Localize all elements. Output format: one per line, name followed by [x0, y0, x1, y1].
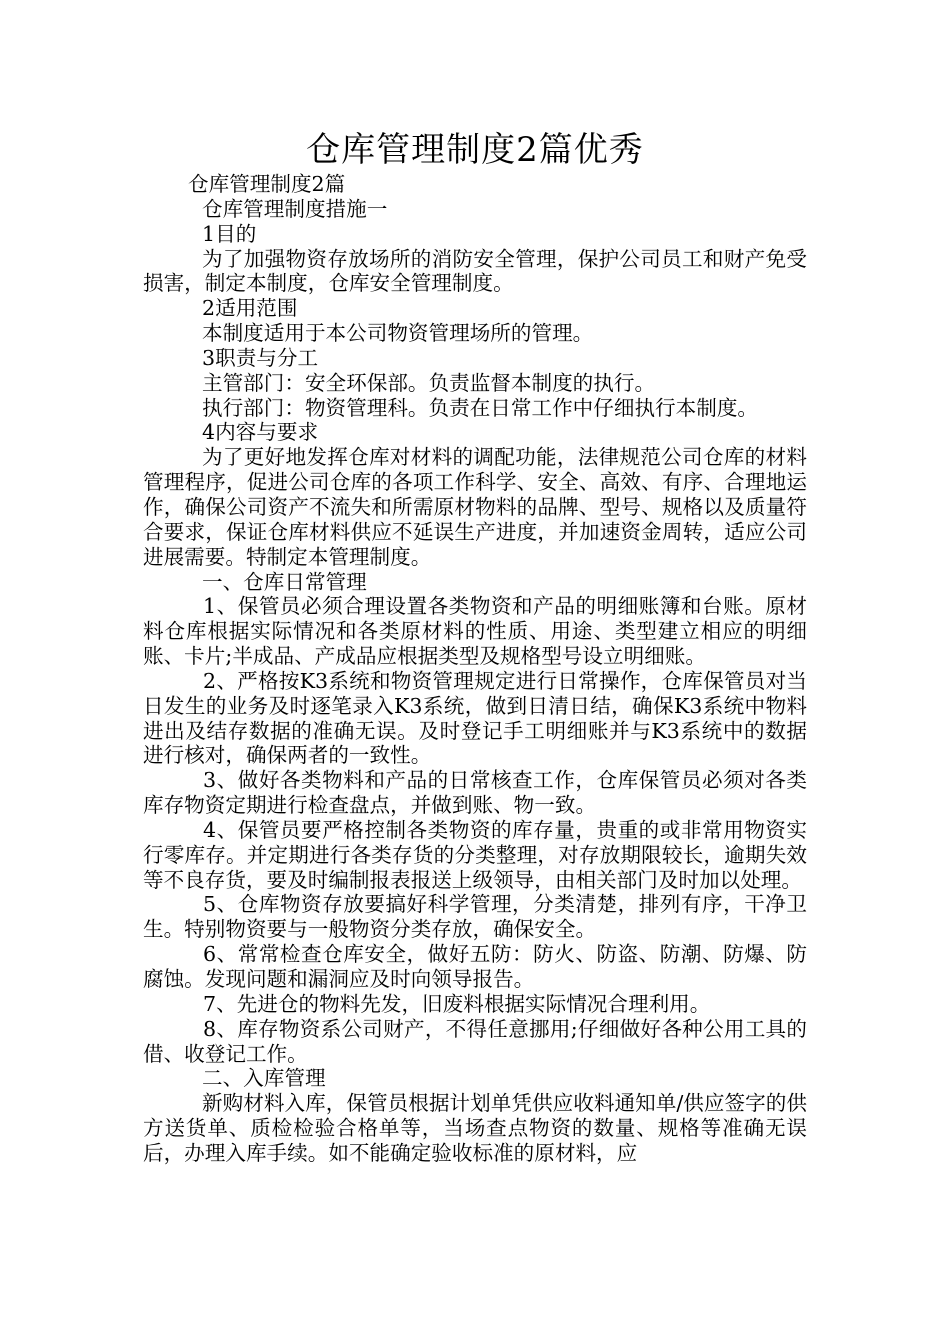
- paragraph: 2、严格按K3系统和物资管理规定进行日常操作，仓库保管员对当日发生的业务及时逐笔录入K3系统，做到日清日结，确保K3系统中物料进出及结存数据的准确无误。及时登记手工明细账并与K3系统中的数据进行核对，确保两者的一致性。: [143, 668, 807, 768]
- paragraph: 4、保管员要严格控制各类物资的库存量，贵重的或非常用物资实行零库存。并定期进行各类存货的分类整理，对存放期限较长，逾期失效等不良存货，要及时编制报表报送上级领导，由相关部门及时加以处理。: [143, 817, 807, 892]
- paragraph: 本制度适用于本公司物资管理场所的管理。: [202, 321, 594, 346]
- paragraph: 仓库管理制度措施一: [202, 196, 388, 221]
- paragraph: 一、仓库日常管理: [202, 569, 367, 594]
- document-subtitle: 仓库管理制度2篇: [188, 172, 346, 196]
- paragraph: 新购材料入库，保管员根据计划单凭供应收料通知单/供应签字的供方送货单、质检检验合格单等，当场查点物资的数量、规格等准确无误后，办理入库手续。如不能确定验收标准的原材料，应: [143, 1091, 807, 1165]
- paragraph: 4内容与要求: [202, 420, 319, 445]
- paragraph: 1、保管员必须合理设置各类物资和产品的明细账簿和台账。原材料仓库根据实际情况和各类原材料的性质、用途、类型建立相应的明细账、卡片;半成品、产成品应根据类型及规格型号设立明细账。: [143, 594, 807, 669]
- paragraph: 3、做好各类物料和产品的日常核查工作，仓库保管员必须对各类库存物资定期进行检查盘点，并做到账、物一致。: [143, 768, 807, 818]
- document-body: [143, 172, 807, 1166]
- paragraph: 3职责与分工: [202, 345, 319, 370]
- paragraph: 为了更好地发挥仓库对材料的调配功能，法律规范公司仓库的材料管理程序，促进公司仓库的各项工作科学、安全、高效、有序、合理地运作，确保公司资产不流失和所需原材物料的品牌、型号、规格以及质量符合要求，保证仓库材料供应不延误生产进度，并加速资金周转，适应公司进展需要。特制定本管理制度。: [143, 445, 807, 569]
- paragraph: 二、入库管理: [202, 1066, 326, 1091]
- document-title: 仓库管理制度2篇优秀: [306, 130, 644, 170]
- paragraph: 1目的: [202, 221, 257, 246]
- paragraph: 7、先进仓的物料先发，旧废料根据实际情况合理利用。: [203, 991, 711, 1016]
- paragraph: 6、常常检查仓库安全，做好五防：防火、防盗、防潮、防爆、防腐蚀。发现问题和漏洞应及时向领导报告。: [143, 942, 807, 991]
- paragraph: 执行部门：物资管理科。负责在日常工作中仔细执行本制度。: [202, 395, 759, 420]
- paragraph: 2适用范围: [202, 296, 298, 321]
- paragraph: 8、库存物资系公司财产，不得任意挪用;仔细做好各种公用工具的借、收登记工作。: [143, 1016, 807, 1066]
- paragraph: 为了加强物资存放场所的消防安全管理，保护公司员工和财产免受损害，制定本制度，仓库安全管理制度。: [143, 246, 807, 296]
- paragraph: 5、仓库物资存放要搞好科学管理，分类清楚，排列有序，干净卫生。特别物资要与一般物资分类存放，确保安全。: [143, 892, 807, 942]
- paragraph: 主管部门：安全环保部。负责监督本制度的执行。: [202, 370, 656, 395]
